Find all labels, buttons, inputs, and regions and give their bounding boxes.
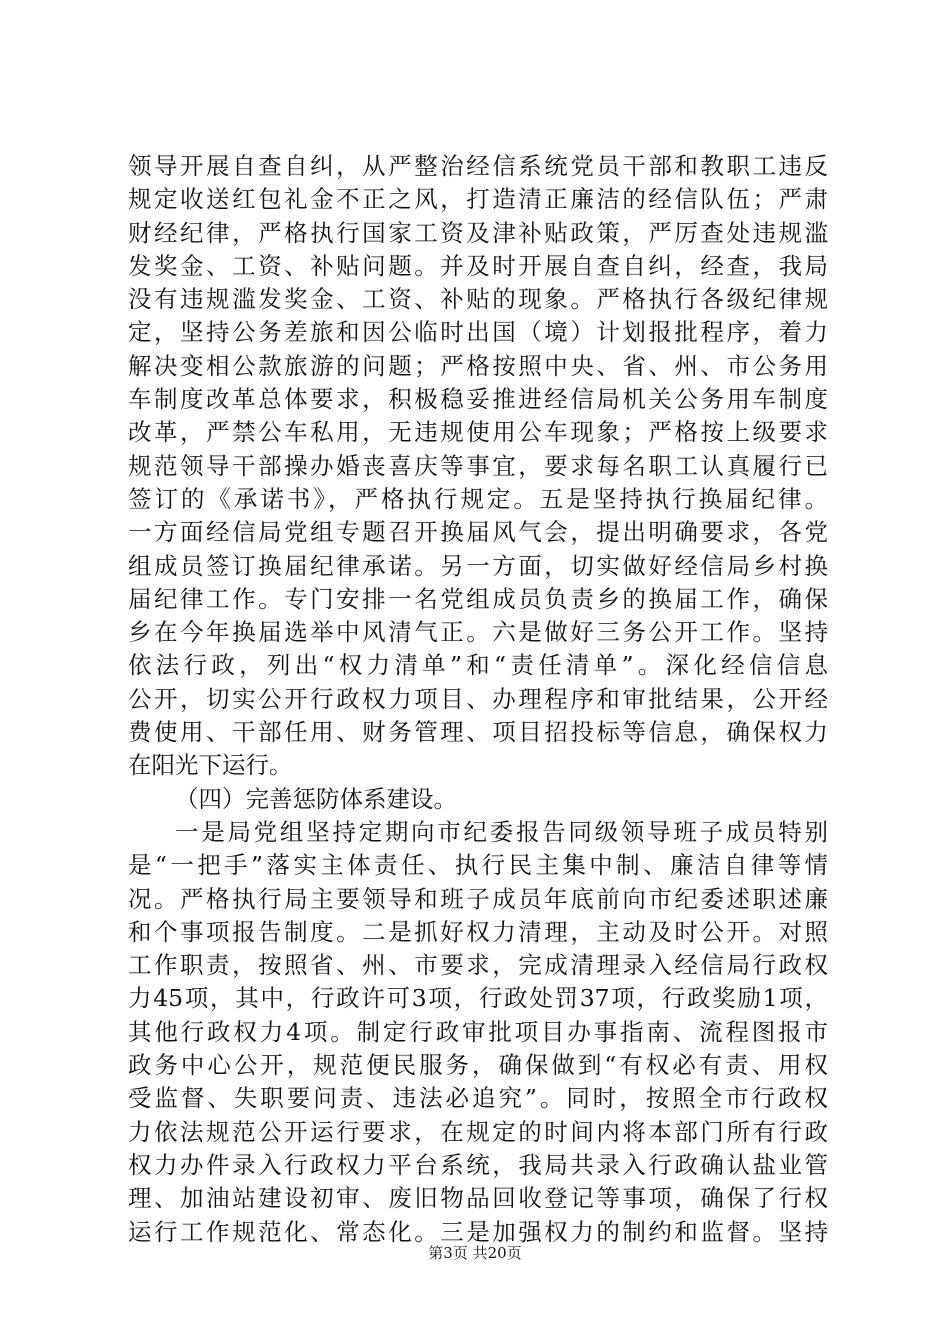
text-line: 政务中心公开，规范便民服务，确保做到“有权必有责、用权 xyxy=(128,1051,828,1080)
section-heading: （四）完善惩防体系建设。 xyxy=(175,784,457,813)
text-line: 依法行政，列出“权力清单”和“责任清单”。深化经信信息 xyxy=(128,651,828,680)
text-line: 工作职责，按照省、州、市要求，完成清理录入经信局行政权 xyxy=(128,951,828,980)
text-line: 车制度改革总体要求，积极稳妥推进经信局机关公务用车制度 xyxy=(128,385,828,414)
text-line: 领导开展自查自纠，从严整治经信系统党员干部和教职工违反 xyxy=(128,152,828,180)
text-line: 改革，严禁公车私用，无违规使用公车现象；严格按上级要求 xyxy=(128,418,828,447)
text-line: 组成员签订换届纪律承诺。另一方面，切实做好经信局乡村换 xyxy=(128,551,828,580)
text-line: 在阳光下运行。 xyxy=(128,751,293,780)
text-line: 理、加油站建设初审、废旧物品回收登记等事项，确保了行权 xyxy=(128,1184,828,1213)
text-line: 规范领导干部操办婚丧喜庆等事宜，要求每名职工认真履行已 xyxy=(128,451,828,480)
text-line: 没有违规滥发奖金、工资、补贴的现象。严格执行各级纪律规 xyxy=(128,285,828,314)
text-line: 受监督、失职要问责、违法必追究”。同时，按照全市行政权 xyxy=(128,1084,828,1113)
text-line: 和个事项报告制度。二是抓好权力清理，主动及时公开。对照 xyxy=(128,917,828,946)
text-line: 力依法规范公开运行要求，在规定的时间内将本部门所有行政 xyxy=(128,1117,828,1146)
text-line: 运行工作规范化、常态化。三是加强权力的制约和监督。坚持 xyxy=(128,1217,828,1246)
text-line: 解决变相公款旅游的问题；严格按照中央、省、州、市公务用 xyxy=(128,351,828,380)
page-number-footer: 第3页 共20页 xyxy=(428,1244,522,1262)
text-line: 一方面经信局党组专题召开换届风气会，提出明确要求，各党 xyxy=(128,518,828,547)
text-line: 力45项，其中，行政许可3项，行政处罚37项，行政奖励1项， xyxy=(128,984,828,1013)
text-line: 其他行政权力4项。制定行政审批项目办事指南、流程图报市 xyxy=(128,1017,828,1046)
text-line: 公开，切实公开行政权力项目、办理程序和审批结果，公开经 xyxy=(128,684,828,713)
text-line: 规定收送红包礼金不正之风，打造清正廉洁的经信队伍；严肃 xyxy=(128,185,828,214)
text-line: 权力办件录入行政权力平台系统，我局共录入行政确认盐业管 xyxy=(128,1150,828,1179)
text-line: 定，坚持公务差旅和因公临时出国（境）计划报批程序，着力 xyxy=(128,318,828,347)
text-line: 费使用、干部任用、财务管理、项目招投标等信息，确保权力 xyxy=(128,718,828,747)
text-line: 届纪律工作。专门安排一名党组成员负责乡的换届工作，确保 xyxy=(128,584,828,613)
text-line: 是“一把手”落实主体责任、执行民主集中制、廉洁自律等情 xyxy=(128,851,828,880)
text-line: 况。严格执行局主要领导和班子成员年底前向市纪委述职述廉 xyxy=(128,884,828,913)
document-body xyxy=(128,150,828,1249)
text-line: 一是局党组坚持定期向市纪委报告同级领导班子成员特别 xyxy=(175,817,828,846)
text-line: 财经纪律，严格执行国家工资及津补贴政策，严厉查处违规滥 xyxy=(128,218,828,247)
text-line: 发奖金、工资、补贴问题。并及时开展自查自纠，经查，我局 xyxy=(128,251,828,280)
text-line: 签订的《承诺书》，严格执行规定。五是坚持执行换届纪律。 xyxy=(128,484,828,513)
text-line: 乡在今年换届选举中风清气正。六是做好三务公开工作。坚持 xyxy=(128,618,828,647)
